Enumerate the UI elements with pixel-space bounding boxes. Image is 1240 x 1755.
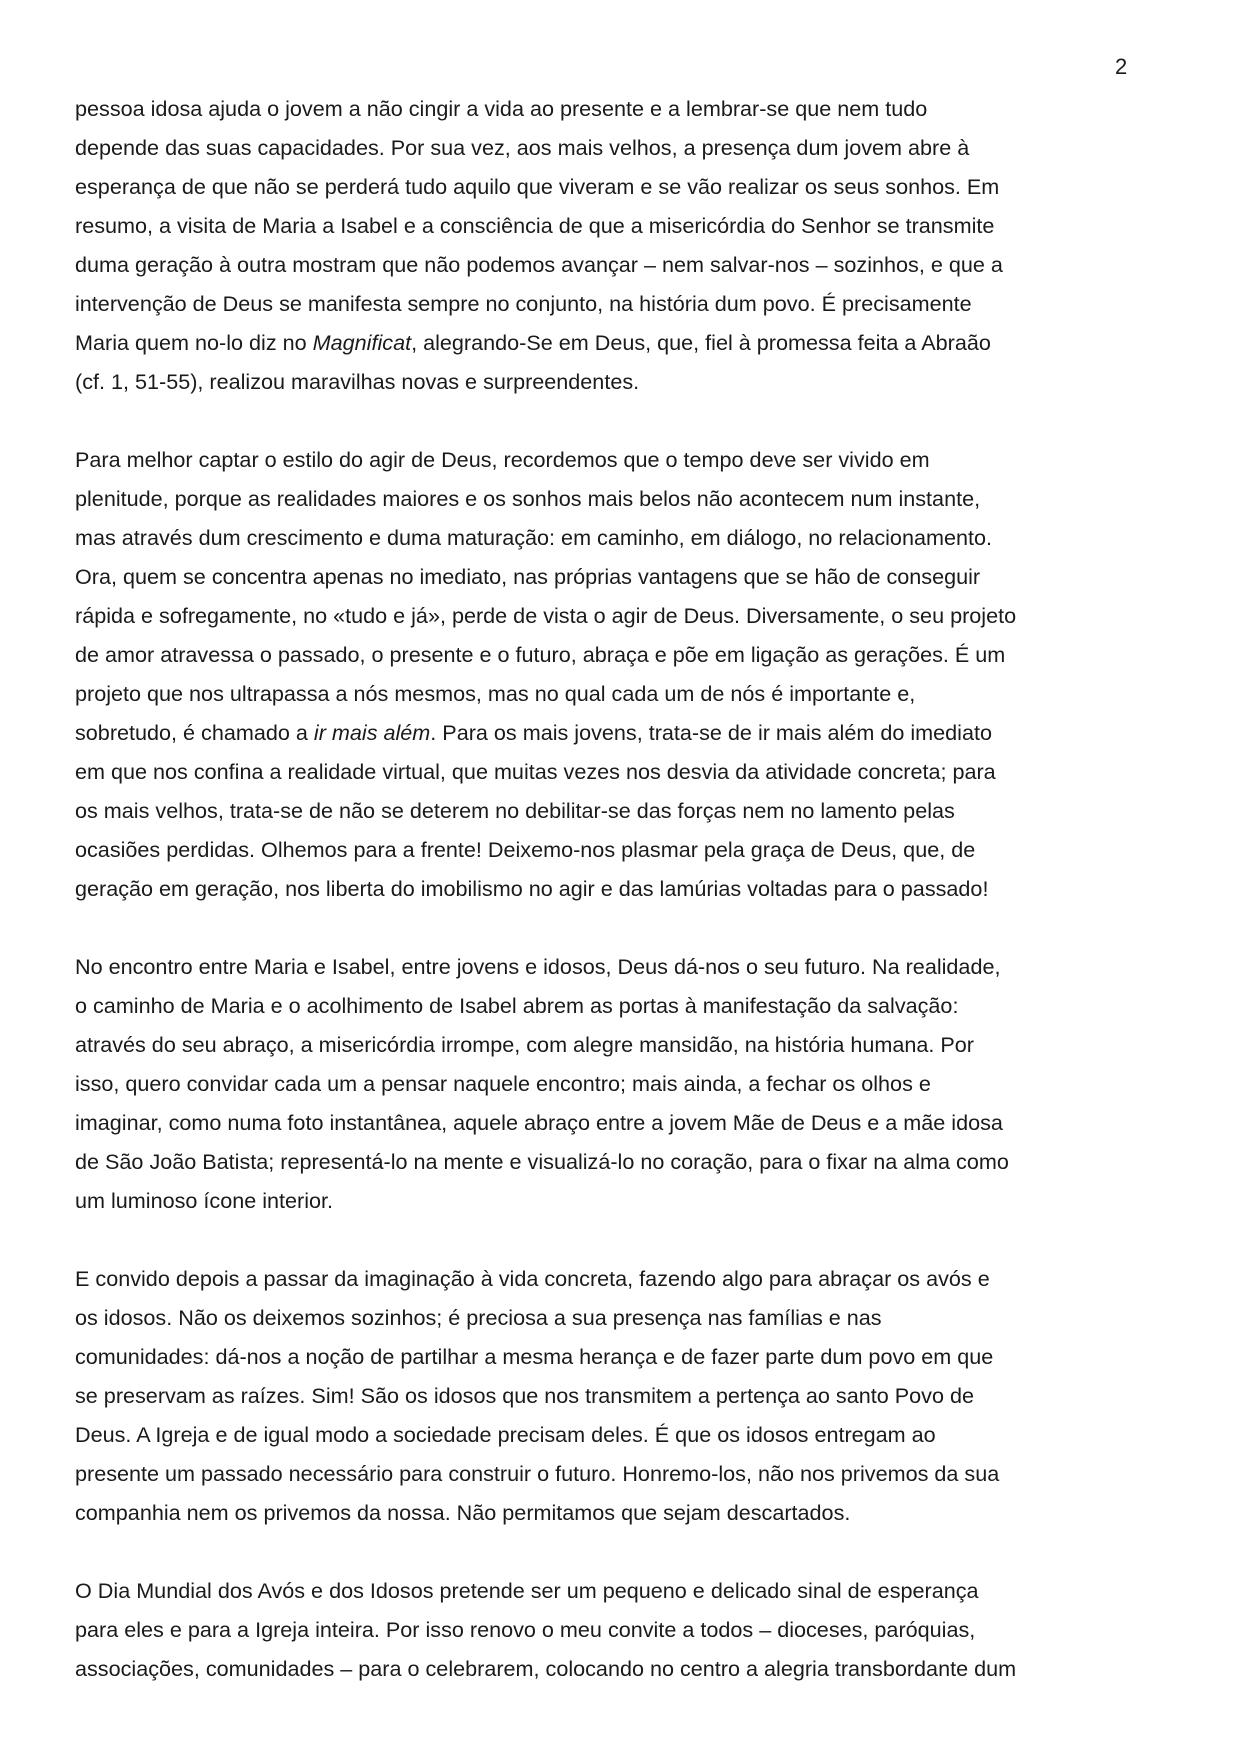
text-line: os idosos. Não os deixemos sozinhos; é preciosa a sua presença nas famílias e nas [75,1305,882,1330]
text-line: os mais velhos, trata-se de não se deterem no debilitar-se das forças nem no lamento pelas [75,798,955,823]
text-line: ocasiões perdidas. Olhemos para a frente! Deixemo-nos plasmar pela graça de Deus, que, de [75,837,976,862]
text-line: comunidades: dá-nos a noção de partilhar a mesma herança e de fazer parte dum povo em que [75,1344,994,1369]
text-line: pessoa idosa ajuda o jovem a não cingir a vida ao presente e a lembrar-se que nem tudo [75,96,928,121]
text-line: esperança de que não se perderá tudo aquilo que viveram e se vão realizar os seus sonhos. Em [75,174,1000,199]
paragraph [75,1259,1185,1532]
text-line: geração em geração, nos liberta do imobilismo no agir e das lamúrias voltadas para o passado! [75,876,989,901]
text-line: resumo, a visita de Maria a Isabel e a consciência de que a misericórdia do Senhor se transmite [75,213,995,238]
text-line: para eles e para a Igreja inteira. Por isso renovo o meu convite a todos – dioceses, paróquias, [75,1617,976,1642]
text-line: presente um passado necessário para construir o futuro. Honremo-los, não nos privemos da sua [75,1461,1000,1486]
text-line: O Dia Mundial dos Avós e dos Idosos pretende ser um pequeno e delicado sinal de esperança [75,1578,979,1603]
text-segment: sobretudo, é chamado a [75,720,314,745]
text-line: isso, quero convidar cada um a pensar naquele encontro; mais ainda, a fechar os olhos e [75,1071,931,1096]
text-line: E convido depois a passar da imaginação à vida concreta, fazendo algo para abraçar os avós e [75,1266,990,1291]
text-line [75,323,1185,362]
italic-term: Magnificat [312,330,412,355]
text-line: plenitude, porque as realidades maiores e os sonhos mais belos não acontecem num instante, [75,486,981,511]
paragraph [75,947,1185,1220]
text-line: um luminoso ícone interior. [75,1188,334,1213]
text-line: intervenção de Deus se manifesta sempre no conjunto, na história dum povo. É precisamente [75,291,972,316]
document-body [75,89,1185,1688]
text-line: através do seu abraço, a misericórdia irrompe, com alegre mansidão, na história humana. Por [75,1032,974,1057]
text-line: em que nos confina a realidade virtual, que muitas vezes nos desvia da atividade concreta; para [75,759,996,784]
paragraph [75,1571,1185,1688]
text-line: associações, comunidades – para o celebrarem, colocando no centro a alegria transbordante dum [75,1656,1017,1681]
text-line [75,713,1185,752]
text-line: (cf. 1, 51-55), realizou maravilhas novas e surpreendentes. [75,369,640,394]
text-line: de São João Batista; representá-lo na mente e visualizá-lo no coração, para o fixar na alma como [75,1149,1009,1174]
text-line: se preservam as raízes. Sim! São os idosos que nos transmitem a pertença ao santo Povo de [75,1383,974,1408]
text-line: Ora, quem se concentra apenas no imediato, nas próprias vantagens que se hão de conseguir [75,564,981,589]
text-segment: Maria quem no-lo diz no [75,330,313,355]
text-segment: . Para os mais jovens, trata-se de ir mais além do imediato [430,720,992,745]
text-line: rápida e sofregamente, no «tudo e já», perde de vista o agir de Deus. Diversamente, o seu projeto [75,603,1017,628]
text-line: companhia nem os privemos da nossa. Não permitamos que sejam descartados. [75,1500,851,1525]
text-line: o caminho de Maria e o acolhimento de Isabel abrem as portas à manifestação da salvação: [75,993,959,1018]
text-line: de amor atravessa o passado, o presente e o futuro, abraça e põe em ligação as gerações. É um [75,642,1006,667]
text-line: imaginar, como numa foto instantânea, aquele abraço entre a jovem Mãe de Deus e a mãe idosa [75,1110,1003,1135]
text-line: projeto que nos ultrapassa a nós mesmos, mas no qual cada um de nós é importante e, [75,681,916,706]
text-line: depende das suas capacidades. Por sua vez, aos mais velhos, a presença dum jovem abre à [75,135,970,160]
text-segment: , alegrando-Se em Deus, que, fiel à promessa feita a Abraão [411,330,991,355]
paragraph [75,89,1185,401]
page-number: 2 [1115,54,1128,79]
text-line: duma geração à outra mostram que não podemos avançar – nem salvar-nos – sozinhos, e que a [75,252,1003,277]
text-line: No encontro entre Maria e Isabel, entre jovens e idosos, Deus dá-nos o seu futuro. Na realidade, [75,954,1001,979]
italic-term: ir mais além [313,720,431,745]
text-line: Deus. A Igreja e de igual modo a sociedade precisam deles. É que os idosos entregam ao [75,1422,936,1447]
paragraph [75,440,1185,908]
text-line: Para melhor captar o estilo do agir de Deus, recordemos que o tempo deve ser vivido em [75,447,930,472]
text-line: mas através dum crescimento e duma maturação: em caminho, em diálogo, no relacionamento. [75,525,992,550]
